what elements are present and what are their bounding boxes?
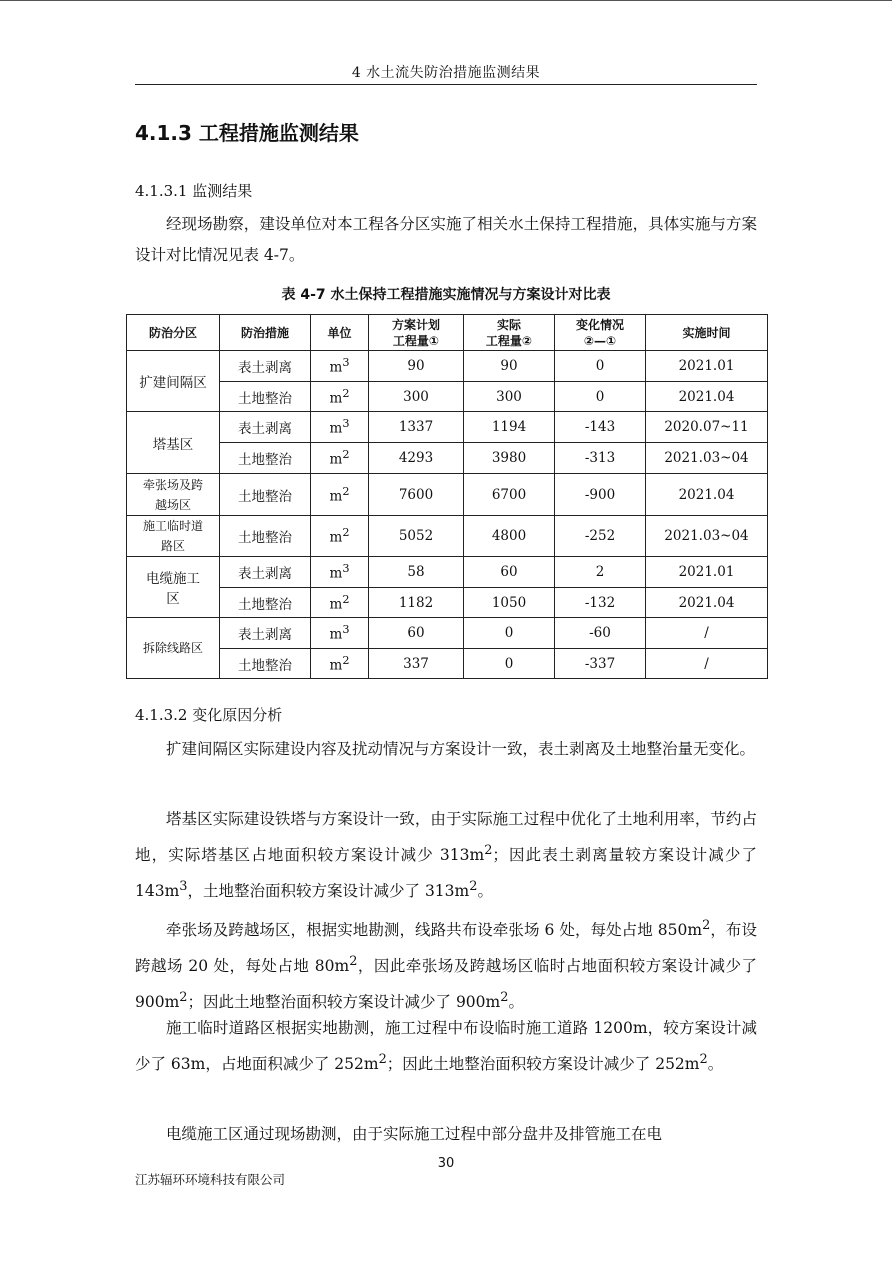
- change-cell: 2: [555, 557, 646, 588]
- table-caption: 表 4-7 水土保持工程措施实施情况与方案设计对比表: [281, 287, 611, 303]
- header-unit: 单位: [311, 315, 369, 351]
- change-cell: -132: [555, 588, 646, 618]
- zone-cell: 牵张场及跨越场区: [127, 474, 220, 516]
- change-cell: -143: [555, 412, 646, 443]
- change-cell: -900: [555, 474, 646, 516]
- header-zone: 防治分区: [127, 315, 220, 351]
- table-header-row: [127, 315, 768, 351]
- actual-cell: 90: [464, 351, 555, 382]
- actual-cell: 0: [464, 649, 555, 679]
- header-measure: 防治措施: [220, 315, 311, 351]
- planned-cell: 300: [369, 382, 464, 412]
- table-row: [127, 618, 768, 649]
- planned-cell: 60: [369, 618, 464, 649]
- header-change: 变化情况 ②—①: [555, 315, 646, 351]
- time-cell: 2021.04: [646, 474, 768, 516]
- unit-cell: $m^2$: [311, 649, 369, 679]
- planned-cell: 90: [369, 351, 464, 382]
- time-cell: 2021.03~04: [646, 443, 768, 474]
- unit-cell: $m^2$: [311, 588, 369, 618]
- change-cell: 0: [555, 382, 646, 412]
- time-cell: 2021.04: [646, 588, 768, 618]
- unit-cell: $m^2$: [311, 443, 369, 474]
- section-heading: 4.1.3 工程措施监测结果: [135, 121, 359, 145]
- page-number: 30: [437, 1156, 455, 1171]
- table-row: [127, 588, 768, 618]
- actual-cell: 4800: [464, 516, 555, 557]
- unit-cell: $m^3$: [311, 618, 369, 649]
- time-cell: 2021.01: [646, 557, 768, 588]
- header-planned: 方案计划 工程量①: [369, 315, 464, 351]
- paragraph-cable-area: 电缆施工区通过现场勘测，由于实际施工过程中部分盘井及排管施工在电: [166, 1125, 663, 1143]
- zone-cell: 施工临时道路区: [127, 516, 220, 557]
- actual-cell: 60: [464, 557, 555, 588]
- measure-cell: 土地整治: [220, 516, 311, 557]
- measure-cell: 土地整治: [220, 474, 311, 516]
- time-cell: 2021.01: [646, 351, 768, 382]
- planned-cell: 1337: [369, 412, 464, 443]
- table-row: [127, 351, 768, 382]
- unit-cell: $m^3$: [311, 412, 369, 443]
- change-cell: -313: [555, 443, 646, 474]
- unit-cell: $m^2$: [311, 474, 369, 516]
- time-cell: 2021.04: [646, 382, 768, 412]
- change-cell: 0: [555, 351, 646, 382]
- actual-cell: 1194: [464, 412, 555, 443]
- header-rule: [135, 84, 757, 85]
- paragraph-tension-field: 牵张场及跨越场区，根据实地勘测，线路共布设牵张场 6 处，每处占地 $850m^2$，布设跨越场 20 处，每处占地 $80m^2$，因此牵张场及跨越场区临时占地面积较方案设计减少了 $900m^2$；因此土地整治面积较方案设计减少了 $900m^2$。: [135, 918, 757, 1012]
- zone-cell: 塔基区: [127, 412, 220, 474]
- actual-cell: 1050: [464, 588, 555, 618]
- zone-cell: 扩建间隔区: [127, 351, 220, 412]
- time-cell: 2021.03~04: [646, 516, 768, 557]
- unit-cell: $m^3$: [311, 351, 369, 382]
- comparison-table: [126, 314, 768, 679]
- change-cell: -252: [555, 516, 646, 557]
- zone-cell: 电缆施工区: [127, 557, 220, 618]
- paragraph-expansion-bay: 扩建间隔区实际建设内容及扰动情况与方案设计一致，表土剥离及土地整治量无变化。: [166, 740, 756, 758]
- measure-cell: 土地整治: [220, 382, 311, 412]
- zone-cell: 拆除线路区: [127, 618, 220, 679]
- change-cell: -337: [555, 649, 646, 679]
- actual-cell: 3980: [464, 443, 555, 474]
- subsection-heading-1: 4.1.3.1 监测结果: [135, 182, 253, 200]
- top-border: [0, 0, 892, 1]
- measure-cell: 表土剥离: [220, 351, 311, 382]
- planned-cell: 337: [369, 649, 464, 679]
- header-actual: 实际 工程量②: [464, 315, 555, 351]
- table-row: [127, 516, 768, 557]
- unit-cell: $m^3$: [311, 557, 369, 588]
- measure-cell: 土地整治: [220, 443, 311, 474]
- running-header: 4 水土流失防治措施监测结果: [351, 65, 541, 81]
- company-name: 江苏辐环环境科技有限公司: [135, 1172, 286, 1187]
- table-row: [127, 382, 768, 412]
- actual-cell: 6700: [464, 474, 555, 516]
- header-time: 实施时间: [646, 315, 768, 351]
- table-row: [127, 443, 768, 474]
- intro-paragraph: 经现场勘察，建设单位对本工程各分区实施了相关水土保持工程措施，具体实施与方案设计对比情况见表 4-7。: [135, 215, 757, 264]
- measure-cell: 土地整治: [220, 588, 311, 618]
- paragraph-temp-road: 施工临时道路区根据实地勘测，施工过程中布设临时施工道路 1200m，较方案设计减少了 63m，占地面积减少了 $252m^2$；因此土地整治面积较方案设计减少了 $252m^2$。: [135, 1019, 757, 1074]
- planned-cell: 7600: [369, 474, 464, 516]
- subsection-heading-2: 4.1.3.2 变化原因分析: [135, 706, 283, 724]
- planned-cell: 58: [369, 557, 464, 588]
- table-row: [127, 474, 768, 516]
- time-cell: 2020.07~11: [646, 412, 768, 443]
- table-row: [127, 412, 768, 443]
- table-row: [127, 649, 768, 679]
- actual-cell: 0: [464, 618, 555, 649]
- table-row: [127, 557, 768, 588]
- change-cell: -60: [555, 618, 646, 649]
- measure-cell: 表土剥离: [220, 412, 311, 443]
- paragraph-tower-base: 塔基区实际建设铁塔与方案设计一致，由于实际施工过程中优化了土地利用率，节约占地，实际塔基区占地面积较方案设计减少 $313m^2$；因此表土剥离量较方案设计减少了 $143m^3$，土地整治面积较方案设计减少了 $313m^2$。: [135, 810, 757, 901]
- planned-cell: 4293: [369, 443, 464, 474]
- actual-cell: 300: [464, 382, 555, 412]
- unit-cell: $m^2$: [311, 382, 369, 412]
- measure-cell: 表土剥离: [220, 557, 311, 588]
- measure-cell: 土地整治: [220, 649, 311, 679]
- time-cell: /: [646, 649, 768, 679]
- planned-cell: 1182: [369, 588, 464, 618]
- measure-cell: 表土剥离: [220, 618, 311, 649]
- planned-cell: 5052: [369, 516, 464, 557]
- unit-cell: $m^2$: [311, 516, 369, 557]
- time-cell: /: [646, 618, 768, 649]
